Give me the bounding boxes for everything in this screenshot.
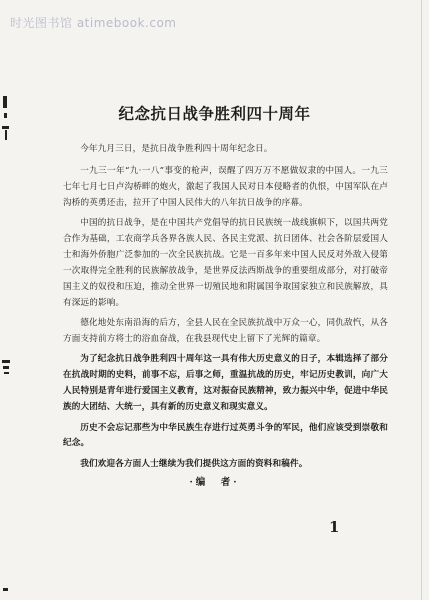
watermark: 时光图书馆 atimebook.com bbox=[10, 16, 177, 30]
paragraph-date: 今年九月三日，是抗日战争胜利四十周年纪念日。 bbox=[80, 144, 273, 154]
paragraph-history: 一九三一年“九·一八”事变的枪声，误醒了四万万不愿做奴隶的中国人。一九三七年七月七日卢沟桥畔的炮火，激起了我国人民对日本侵略者的仇恨，中国军队在卢沟桥的英勇还击，拉开了中国人民伟大的八年抗日战争的序幕。 bbox=[63, 165, 388, 208]
page-edge-line bbox=[421, 0, 422, 600]
page-number: 1 bbox=[329, 518, 340, 536]
binding-marks bbox=[0, 0, 14, 600]
editor-signature: ·编 者· bbox=[189, 477, 240, 488]
paragraph-welcome: 我们欢迎各方面人士继续为我们提供这方面的资料和稿件。 bbox=[80, 458, 308, 469]
body-text bbox=[63, 142, 388, 477]
paragraph-purpose: 为了纪念抗日战争胜利四十周年这一具有伟大历史意义的日子，本辑选择了部分在抗战时期的史料，前事不忘，后事之师，重温抗战的历史，牢记历史教训，向广大人民特别是青年进行爱国主义教育，这对振奋民族精神，致力振兴中华，促进中华民族的大团结、大统一，具有新的历史意义和现实意义。 bbox=[63, 354, 388, 413]
paragraph-remembrance: 历史不会忘记那些为中华民族生存进行过英勇斗争的军民，他们应该受到崇敬和纪念。 bbox=[63, 422, 388, 449]
paragraph-dehua: 德化地处东南沿海的后方，全县人民在全民族抗战中万众一心，同仇敌忾，从各方面支持前方将士的浴血奋战，在我县现代史上留下了光辉的篇章。 bbox=[63, 318, 388, 344]
page-title: 纪念抗日战争胜利四十周年 bbox=[118, 105, 311, 123]
paragraph-significance: 中国的抗日战争，是在中国共产党倡导的抗日民族统一战线旗帜下，以国共两党合作为基础，工农商学兵各界各族人民、各民主党派、抗日团体、社会各阶层爱国人士和海外侨胞广泛参加的一次全民族抗战。它是一百多年来中国人民反对外敌入侵第一次取得完全胜利的民族解放战争，是世界反法西斯战争的重要组成部分，对打破帝国主义的奴役和压迫，推动全世界一切殖民地和附属国争取国家独立和民族解放，具有深远的影响。 bbox=[63, 218, 388, 308]
